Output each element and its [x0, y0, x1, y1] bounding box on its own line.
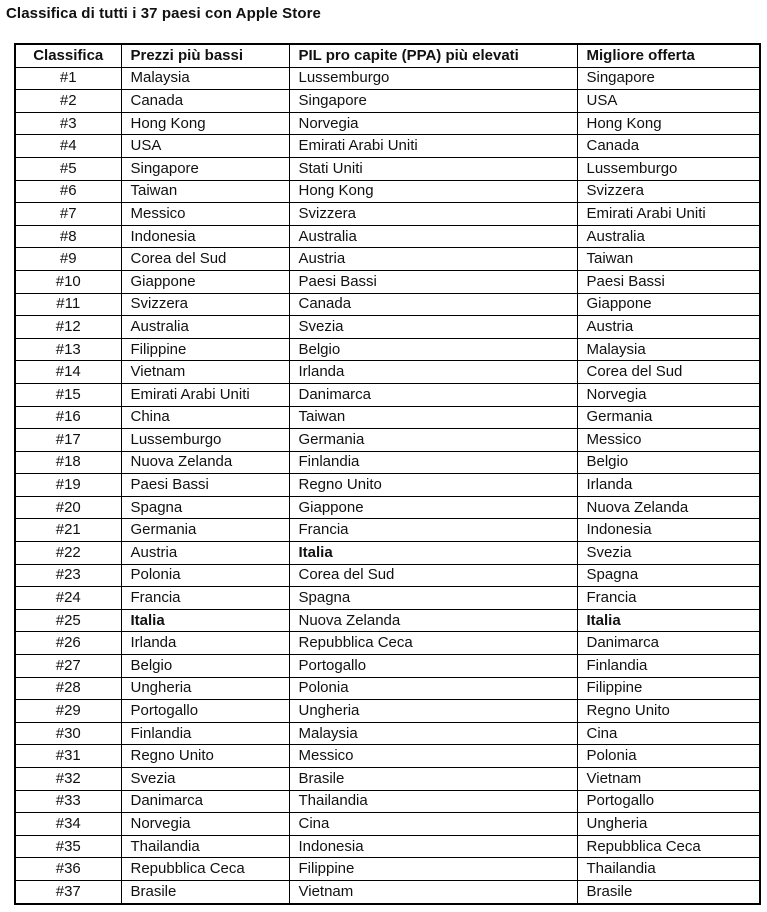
rank-cell: #22 [15, 542, 121, 565]
gdp-cell: Finlandia [289, 451, 577, 474]
best-offer-cell: Regno Unito [577, 700, 760, 723]
rank-cell: #19 [15, 474, 121, 497]
best-offer-cell: Irlanda [577, 474, 760, 497]
best-offer-cell: Danimarca [577, 632, 760, 655]
rank-cell: #16 [15, 406, 121, 429]
best-offer-cell: Malaysia [577, 338, 760, 361]
table-row [15, 474, 760, 497]
gdp-cell: Lussemburgo [289, 67, 577, 90]
rank-cell: #17 [15, 429, 121, 452]
best-offer-cell: Francia [577, 587, 760, 610]
best-offer-cell: Italia [577, 609, 760, 632]
table-row [15, 157, 760, 180]
rank-cell: #29 [15, 700, 121, 723]
gdp-cell: Svezia [289, 316, 577, 339]
best-offer-cell: USA [577, 90, 760, 113]
best-offer-cell: Spagna [577, 564, 760, 587]
best-offer-cell: Canada [577, 135, 760, 158]
gdp-cell: Spagna [289, 587, 577, 610]
rank-cell: #15 [15, 383, 121, 406]
lowest-price-cell: China [121, 406, 289, 429]
rank-cell: #4 [15, 135, 121, 158]
lowest-price-cell: Brasile [121, 880, 289, 903]
table-row [15, 609, 760, 632]
rank-cell: #27 [15, 655, 121, 678]
table-row [15, 293, 760, 316]
table-row [15, 383, 760, 406]
table-row [15, 835, 760, 858]
lowest-price-cell: Germania [121, 519, 289, 542]
gdp-cell: Paesi Bassi [289, 270, 577, 293]
table-row [15, 880, 760, 903]
gdp-cell: Germania [289, 429, 577, 452]
gdp-cell: Danimarca [289, 383, 577, 406]
table-row [15, 858, 760, 881]
lowest-price-cell: Danimarca [121, 790, 289, 813]
rank-cell: #2 [15, 90, 121, 113]
table-row [15, 451, 760, 474]
rank-cell: #18 [15, 451, 121, 474]
gdp-cell: Indonesia [289, 835, 577, 858]
table-row [15, 112, 760, 135]
best-offer-cell: Filippine [577, 677, 760, 700]
table-row [15, 316, 760, 339]
lowest-price-cell: Taiwan [121, 180, 289, 203]
rank-cell: #35 [15, 835, 121, 858]
lowest-price-cell: Regno Unito [121, 745, 289, 768]
header-prezzi-bassi: Prezzi più bassi [121, 44, 289, 67]
rank-cell: #26 [15, 632, 121, 655]
table-row [15, 496, 760, 519]
gdp-cell: Corea del Sud [289, 564, 577, 587]
table-row [15, 270, 760, 293]
gdp-cell: Emirati Arabi Uniti [289, 135, 577, 158]
gdp-cell: Malaysia [289, 722, 577, 745]
lowest-price-cell: Vietnam [121, 361, 289, 384]
rank-cell: #34 [15, 813, 121, 836]
best-offer-cell: Paesi Bassi [577, 270, 760, 293]
page-title: Classifica di tutti i 37 paesi con Apple Store [6, 5, 321, 22]
lowest-price-cell: Filippine [121, 338, 289, 361]
rank-cell: #13 [15, 338, 121, 361]
gdp-cell: Filippine [289, 858, 577, 881]
table-row [15, 700, 760, 723]
table-row [15, 655, 760, 678]
gdp-cell: Belgio [289, 338, 577, 361]
rank-cell: #28 [15, 677, 121, 700]
rank-cell: #10 [15, 270, 121, 293]
lowest-price-cell: Corea del Sud [121, 248, 289, 271]
best-offer-cell: Germania [577, 406, 760, 429]
rank-cell: #33 [15, 790, 121, 813]
lowest-price-cell: Thailandia [121, 835, 289, 858]
gdp-cell: Francia [289, 519, 577, 542]
rank-cell: #24 [15, 587, 121, 610]
best-offer-cell: Singapore [577, 67, 760, 90]
table-row [15, 225, 760, 248]
best-offer-cell: Svezia [577, 542, 760, 565]
table-row [15, 768, 760, 791]
gdp-cell: Thailandia [289, 790, 577, 813]
lowest-price-cell: Ungheria [121, 677, 289, 700]
gdp-cell: Portogallo [289, 655, 577, 678]
gdp-cell: Taiwan [289, 406, 577, 429]
best-offer-cell: Norvegia [577, 383, 760, 406]
best-offer-cell: Vietnam [577, 768, 760, 791]
gdp-cell: Italia [289, 542, 577, 565]
rank-cell: #31 [15, 745, 121, 768]
gdp-cell: Vietnam [289, 880, 577, 903]
lowest-price-cell: Repubblica Ceca [121, 858, 289, 881]
lowest-price-cell: Paesi Bassi [121, 474, 289, 497]
gdp-cell: Nuova Zelanda [289, 609, 577, 632]
gdp-cell: Giappone [289, 496, 577, 519]
table-row [15, 745, 760, 768]
rank-cell: #37 [15, 880, 121, 903]
lowest-price-cell: Norvegia [121, 813, 289, 836]
lowest-price-cell: Belgio [121, 655, 289, 678]
table-row [15, 248, 760, 271]
table-row [15, 361, 760, 384]
best-offer-cell: Nuova Zelanda [577, 496, 760, 519]
best-offer-cell: Lussemburgo [577, 157, 760, 180]
rank-cell: #32 [15, 768, 121, 791]
rank-cell: #11 [15, 293, 121, 316]
rank-cell: #3 [15, 112, 121, 135]
table-row [15, 338, 760, 361]
table-row [15, 790, 760, 813]
best-offer-cell: Austria [577, 316, 760, 339]
rank-cell: #30 [15, 722, 121, 745]
ranking-table [14, 43, 761, 905]
rank-cell: #21 [15, 519, 121, 542]
best-offer-cell: Messico [577, 429, 760, 452]
rank-cell: #9 [15, 248, 121, 271]
best-offer-cell: Brasile [577, 880, 760, 903]
rank-cell: #14 [15, 361, 121, 384]
rank-cell: #12 [15, 316, 121, 339]
best-offer-cell: Emirati Arabi Uniti [577, 203, 760, 226]
lowest-price-cell: USA [121, 135, 289, 158]
lowest-price-cell: Italia [121, 609, 289, 632]
rank-cell: #25 [15, 609, 121, 632]
lowest-price-cell: Messico [121, 203, 289, 226]
best-offer-cell: Giappone [577, 293, 760, 316]
gdp-cell: Australia [289, 225, 577, 248]
rank-cell: #20 [15, 496, 121, 519]
lowest-price-cell: Austria [121, 542, 289, 565]
table-header-row [15, 44, 760, 67]
table-row [15, 203, 760, 226]
table-row [15, 519, 760, 542]
best-offer-cell: Belgio [577, 451, 760, 474]
lowest-price-cell: Giappone [121, 270, 289, 293]
table-row [15, 677, 760, 700]
lowest-price-cell: Polonia [121, 564, 289, 587]
rank-cell: #6 [15, 180, 121, 203]
best-offer-cell: Taiwan [577, 248, 760, 271]
best-offer-cell: Svizzera [577, 180, 760, 203]
lowest-price-cell: Nuova Zelanda [121, 451, 289, 474]
best-offer-cell: Ungheria [577, 813, 760, 836]
rank-cell: #8 [15, 225, 121, 248]
best-offer-cell: Indonesia [577, 519, 760, 542]
lowest-price-cell: Francia [121, 587, 289, 610]
lowest-price-cell: Canada [121, 90, 289, 113]
gdp-cell: Repubblica Ceca [289, 632, 577, 655]
gdp-cell: Austria [289, 248, 577, 271]
best-offer-cell: Australia [577, 225, 760, 248]
table-row [15, 564, 760, 587]
lowest-price-cell: Indonesia [121, 225, 289, 248]
gdp-cell: Svizzera [289, 203, 577, 226]
best-offer-cell: Finlandia [577, 655, 760, 678]
gdp-cell: Brasile [289, 768, 577, 791]
table-row [15, 429, 760, 452]
best-offer-cell: Portogallo [577, 790, 760, 813]
table-row [15, 632, 760, 655]
table-row [15, 722, 760, 745]
lowest-price-cell: Svizzera [121, 293, 289, 316]
rank-cell: #1 [15, 67, 121, 90]
header-migliore-offerta: Migliore offerta [577, 44, 760, 67]
gdp-cell: Regno Unito [289, 474, 577, 497]
table-row [15, 406, 760, 429]
lowest-price-cell: Svezia [121, 768, 289, 791]
lowest-price-cell: Finlandia [121, 722, 289, 745]
table-row [15, 180, 760, 203]
gdp-cell: Hong Kong [289, 180, 577, 203]
lowest-price-cell: Irlanda [121, 632, 289, 655]
lowest-price-cell: Emirati Arabi Uniti [121, 383, 289, 406]
gdp-cell: Canada [289, 293, 577, 316]
rank-cell: #23 [15, 564, 121, 587]
rank-cell: #7 [15, 203, 121, 226]
table-row [15, 813, 760, 836]
header-pil-pro-capite: PIL pro capite (PPA) più elevati [289, 44, 577, 67]
table-row [15, 67, 760, 90]
table-row [15, 135, 760, 158]
rank-cell: #5 [15, 157, 121, 180]
lowest-price-cell: Australia [121, 316, 289, 339]
lowest-price-cell: Lussemburgo [121, 429, 289, 452]
table-row [15, 587, 760, 610]
header-classifica: Classifica [15, 44, 121, 67]
rank-cell: #36 [15, 858, 121, 881]
table-row [15, 542, 760, 565]
gdp-cell: Messico [289, 745, 577, 768]
gdp-cell: Ungheria [289, 700, 577, 723]
lowest-price-cell: Portogallo [121, 700, 289, 723]
best-offer-cell: Cina [577, 722, 760, 745]
lowest-price-cell: Malaysia [121, 67, 289, 90]
gdp-cell: Irlanda [289, 361, 577, 384]
gdp-cell: Polonia [289, 677, 577, 700]
lowest-price-cell: Spagna [121, 496, 289, 519]
best-offer-cell: Corea del Sud [577, 361, 760, 384]
best-offer-cell: Thailandia [577, 858, 760, 881]
gdp-cell: Stati Uniti [289, 157, 577, 180]
lowest-price-cell: Singapore [121, 157, 289, 180]
gdp-cell: Cina [289, 813, 577, 836]
best-offer-cell: Polonia [577, 745, 760, 768]
lowest-price-cell: Hong Kong [121, 112, 289, 135]
best-offer-cell: Hong Kong [577, 112, 760, 135]
table-row [15, 90, 760, 113]
gdp-cell: Singapore [289, 90, 577, 113]
gdp-cell: Norvegia [289, 112, 577, 135]
best-offer-cell: Repubblica Ceca [577, 835, 760, 858]
